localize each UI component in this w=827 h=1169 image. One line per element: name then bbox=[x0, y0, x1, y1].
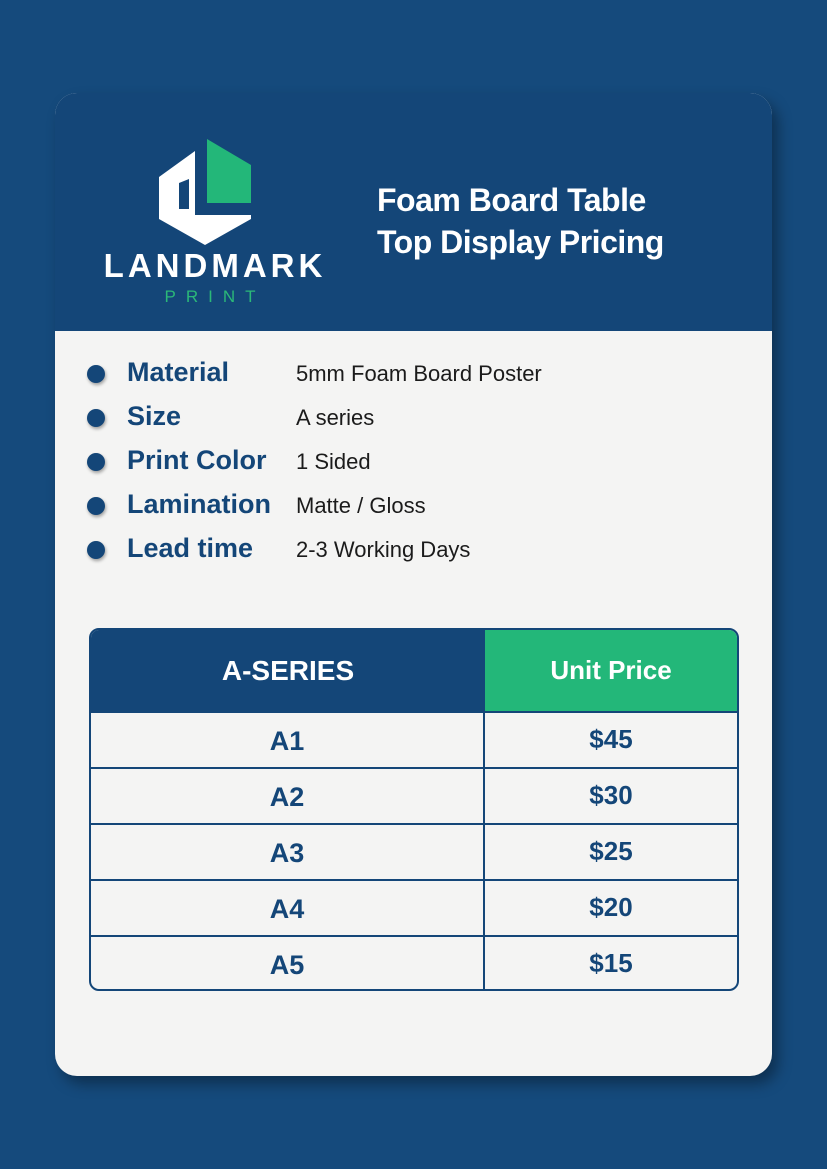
spec-label: Lamination bbox=[127, 489, 272, 519]
table-header bbox=[91, 630, 737, 711]
card-header bbox=[55, 93, 772, 331]
brand-subtitle: PRINT bbox=[164, 287, 266, 306]
title-line-1: Foam Board Table bbox=[377, 182, 646, 218]
cell-price: $25 bbox=[589, 836, 633, 866]
bullet-icon bbox=[87, 409, 105, 427]
cell-size: A2 bbox=[91, 769, 485, 823]
spec-value: Matte / Gloss bbox=[296, 493, 426, 518]
cell-size: A5 bbox=[91, 937, 485, 991]
cell-size: A1 bbox=[91, 713, 485, 767]
table-row bbox=[91, 823, 737, 881]
cell-price: $15 bbox=[589, 948, 633, 978]
header-unit-price: Unit Price bbox=[485, 630, 737, 711]
cell-price: $30 bbox=[589, 780, 633, 810]
spec-label: Material bbox=[127, 357, 230, 387]
table-row bbox=[91, 711, 737, 769]
cell-size: A4 bbox=[91, 881, 485, 935]
landmark-logo-icon bbox=[159, 139, 251, 245]
bullet-icon bbox=[87, 497, 105, 515]
cell-price: $20 bbox=[589, 892, 633, 922]
bullet-icon bbox=[87, 541, 105, 559]
bullet-icon bbox=[87, 365, 105, 383]
pricing-card bbox=[55, 93, 772, 1076]
price-table bbox=[89, 628, 739, 991]
spec-label: Print Color bbox=[127, 445, 267, 475]
spec-value: 5mm Foam Board Poster bbox=[296, 361, 542, 386]
spec-label: Lead time bbox=[127, 533, 254, 563]
page-title bbox=[377, 179, 757, 263]
spec-label: Size bbox=[127, 401, 182, 431]
title-line-2: Top Display Pricing bbox=[377, 224, 664, 260]
cell-size: A3 bbox=[91, 825, 485, 879]
spec-value: 1 Sided bbox=[296, 449, 371, 474]
bullet-icon bbox=[87, 453, 105, 471]
cell-price: $45 bbox=[589, 724, 633, 754]
table-row bbox=[91, 935, 737, 991]
table-row bbox=[91, 879, 737, 937]
header-a-series: A-SERIES bbox=[91, 630, 485, 711]
spec-value: A series bbox=[296, 405, 375, 430]
table-row bbox=[91, 767, 737, 825]
spec-value: 2-3 Working Days bbox=[296, 537, 471, 562]
brand-name: LANDMARK bbox=[103, 247, 327, 284]
